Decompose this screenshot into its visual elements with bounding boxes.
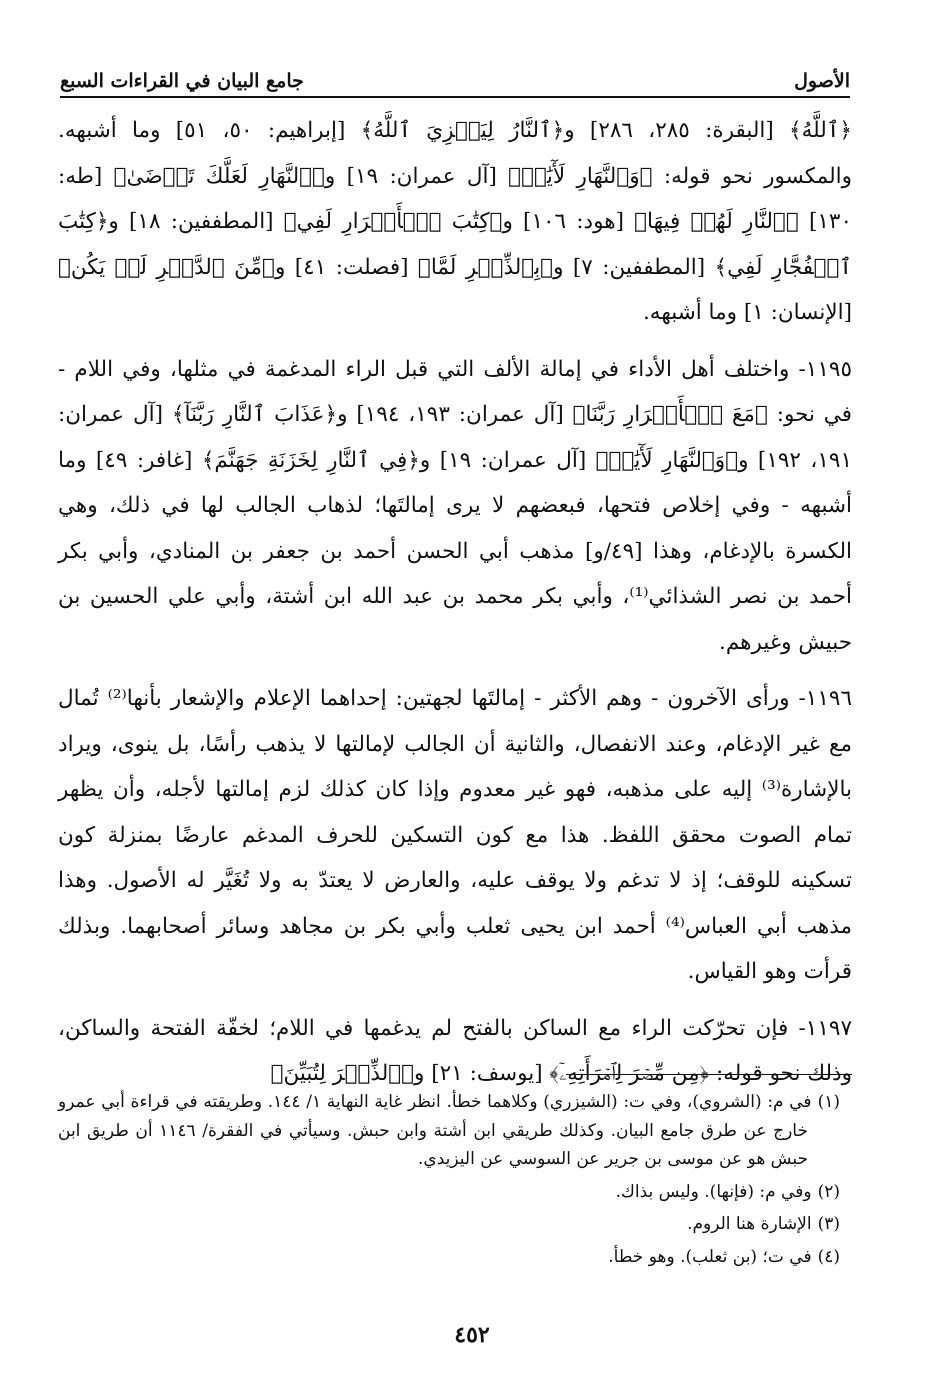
footnote-2 [58,1178,852,1207]
footnote-number: (٣) [817,1214,840,1234]
paragraph-continued: ﴿ٱللَّهُ﴾ [البقرة: ٢٨٥، ٢٨٦] و﴿ٱلنَّارُ لِيَجۡزِيَ ٱللَّهُ﴾ [إبراهيم: ٥٠، ٥١] وما أشبهه. والمكسور نحو قوله: ﴿وَٱلنَّهَارِ لَأٓيَٰتٖ﴾ [آل عمران: ١٩] و﴿ٱلنَّهَارِ لَعَلَّكَ تَرۡضَىٰ﴾ [طه: ١٣٠] ﴿ٱلنَّارِ لَهُمۡ فِيهَا﴾ [هود: ١٠٦] و﴿كِتَٰبَ ٱلۡأَبۡرَارِ لَفِي﴾ [المطففين: ١٨] و﴿كِتَٰبَ ٱلۡفُجَّارِ لَفِي﴾ [المطففين: ٧] و﴿بِٱلذِّكۡرِ لَمَّا﴾ [فصلت: ٤١] و﴿مِّنَ ٱلدَّهۡرِ لَمۡ يَكُن﴾ [الإنسان: ١] وما أشبهه. [58,118,853,325]
paragraph-1197: ١١٩٧- فإن تحرّكت الراء مع الساكن بالفتح لم يدغمها في اللام؛ لخفّة الفتحة والساكن، وذلك نحو قوله: ﴿مِن مِّصۡرَ لِٱمۡرَأَتِهِۦٓ﴾ [يوسف: ٢١] و﴿ٱلذِّكۡرَ لِتُبَيِّنَ﴾ [58,1015,852,1086]
footnote-number: (٤) [817,1246,840,1267]
footnote-number: (٢) [817,1181,840,1202]
paragraph-1196: ١١٩٦- ورأى الآخرون - وهم الأكثر - إمالتَها لجهتين: إحداهما الإعلام والإشعار بأنها⁽²⁾ تُمال مع غير الإدغام، وعند الانفصال، والثانية أن الجالب لإمالتها لا يذهب رأسًا، بل ينوى، ويراد بالإشارة⁽³⁾ إليه على مذهبه، فهو غير معدوم وإذا كان كذلك لزم إمالتها لأجله، وأن يظهر تمام الصوت محقق اللفظ. هذا مع كون التسكين للحرف المدغم عارضًا بمنزلة كون تسكينه للوقف؛ إذ لا تدغم ولا يوقف عليه، والعارض لا يعتدّ به ولا تُغَيَّر له الأصول. وهذا مذهب أبي العباس⁽⁴⁾ أحمد ابن يحيى ثعلب وأبي بكر بن مجاهد وسائر أصحابهما. وبذلك قرأت وهو القياس. [58,686,852,984]
page-number: ٤٥٢ [454,1322,490,1348]
header-divider [60,96,850,98]
footnote-text: وفي م: (فإنها). وليس بذاك. [615,1181,812,1202]
footnote-text: في م: (الشروي)، وفي ت: (الشيزري) وكلاهما خطأ. انظر غاية النهاية ١/ ١٤٤. وطريقته في قراءة أبي عمرو خارج عن طرق جامع البيان. وكذلك طريقي ابن أشتة وابن حبش. وسيأتي في الفقرة/ ١١٤٦ أن طريق ابن حبش هو عن موسى بن جرير عن السوسي عن اليزيدي. [58,1092,812,1169]
footnote-text: في ت؛ (بن ثعلب). وهو خطأ. [608,1246,812,1267]
footnote-number: (١) [817,1092,840,1112]
footnote-3 [58,1210,852,1239]
footnote-1 [58,1088,852,1174]
running-header [60,52,850,92]
header-book-title: جامع البيان في القراءات السبع [60,70,304,92]
footnote-text: الإشارة هنا الروم. [687,1214,812,1234]
paragraph-1195: ١١٩٥- واختلف أهل الأداء في إمالة الألف التي قبل الراء المدغمة في مثلها، وفي اللام - في نحو: ﴿مَعَ ٱلۡأَبۡرَارِ رَبَّنَا﴾ [آل عمران: ١٩٣، ١٩٤] و﴿عَذَابَ ٱلنَّارِ رَبَّنَآ﴾ [آل عمران: ١٩١، ١٩٢] و﴿وَٱلنَّهَارِ لَأٓيَٰتٖ﴾ [آل عمران: ١٩] و﴿فِي ٱلنَّارِ لِخَزَنَةِ جَهَنَّمَ﴾ [غافر: ٤٩] وما أشبهه - وفي إخلاص فتحها، فبعضهم لا يرى إمالتَها؛ لذهاب الجالب لها في ذلك، وهي الكسرة بالإدغام، وهذا [٤٩/و] مذهب أبي الحسن أحمد بن جعفر بن المنادي، وأبي بكر أحمد بن نصر الشذائي⁽¹⁾، وأبي بكر محمد بن عبد الله ابن أشتة، وأبي علي الحسين بن حبيش وغيرهم. [58,356,853,655]
header-section-title: الأصول [794,70,850,92]
footnote-4 [58,1243,852,1272]
main-text [58,108,852,1108]
footnotes [58,1088,852,1275]
footnote-divider [566,1074,852,1075]
